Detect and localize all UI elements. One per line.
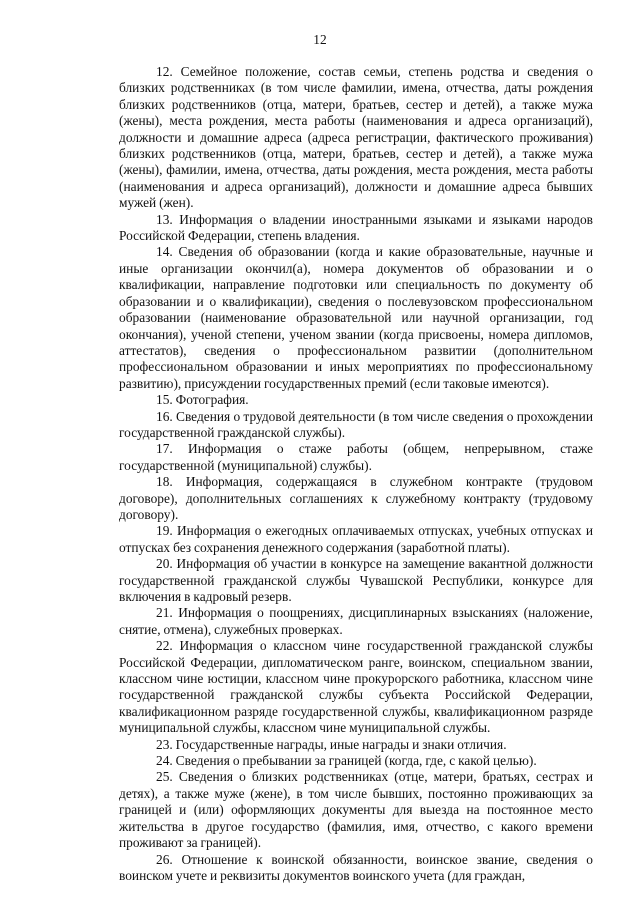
paragraph-21: 21. Информация о поощрениях, дисциплинарных взысканиях (наложение, снятие, отмена), служебных проверках. (119, 605, 593, 637)
paragraph-12: 12. Семейное положение, состав семьи, степень родства и сведения о близких родственниках (в том числе фамилии, имена, отчества, даты рождения близких родственников (отца, матери, братьев, сестер и детей), а также мужа (жены), места рождения, места работы (наименования и адреса организаций), должности и домашние адреса (адреса регистрации, фактического проживания) близких родственников (отца, матери, братьев, сестер и детей), а также мужа (жены), фамилии, имена, отчества, даты рождения, места рождения, места работы (наименования и адреса организаций), должности и домашние адреса бывших мужей (жен). (119, 64, 593, 211)
paragraph-16: 16. Сведения о трудовой деятельности (в том числе сведения о прохождении государственной гражданской службы). (119, 408, 593, 440)
paragraph-20: 20. Информация об участии в конкурсе на замещение вакантной должности государственной гражданской службы Чувашской Республики, конкурсе для включения в кадровый резерв. (119, 556, 593, 604)
paragraph-14: 14. Сведения об образовании (когда и какие образовательные, научные и иные организации окончил(а), номера документов об образовании и о квалификации, направление подготовки или специальность по документу об образовании и о квалификации), сведения о послевузовском профессиональном образовании (наименование образовательной или научной организации, год окончания), ученой степени, ученом звании (когда присвоены, номера дипломов, аттестатов), сведения о профессиональном развитии (дополнительном профессиональном образовании и иных мероприятиях по профессиональному развитию), присуждении государственных премий (если таковые имеются). (119, 244, 593, 391)
paragraph-17: 17. Информация о стаже работы (общем, непрерывном, стаже государственной (муниципальной) службы). (119, 441, 593, 473)
paragraph-25: 25. Сведения о близких родственниках (отце, матери, братьях, сестрах и детях), а также муже (жене), в том числе бывших, постоянно проживающих за границей и (или) оформляющих документы для выезда на постоянное место жительства в другое государство (фамилия, имя, отчество, с какого времени проживают за границей). (119, 769, 593, 851)
paragraph-13: 13. Информация о владении иностранными языками и языками народов Российской Федерации, степень владения. (119, 211, 593, 244)
paragraph-23: 23. Государственные награды, иные награды и знаки отличия. (156, 736, 507, 752)
paragraph-15: 15. Фотография. (156, 392, 249, 408)
paragraph-18: 18. Информация, содержащаяся в служебном контракте (трудовом договоре), дополнительных соглашениях к служебному контракту (трудовому договору). (119, 474, 593, 522)
page-number: 12 (313, 32, 327, 47)
paragraph-24: 24. Сведения о пребывании за границей (когда, где, с какой целью). (156, 753, 537, 769)
paragraph-22: 22. Информация о классном чине государственной гражданской службы Российской Федерации, дипломатическом ранге, воинском, специальном звании, классном чине юстиции, классном чине прокурорского работника, классном чине государственной гражданской службы субъекта Российской Федерации, квалификационном разряде государственной службы, квалификационном разряде муниципальной службы, классном чине муниципальной службы. (119, 638, 593, 736)
document-body (119, 64, 593, 884)
paragraph-26: 26. Отношение к воинской обязанности, воинское звание, сведения о воинском учете и реквизиты документов воинского учета (для граждан, (119, 851, 593, 883)
paragraph-19: 19. Информация о ежегодных оплачиваемых отпусках, учебных отпусках и отпусках без сохранения денежного содержания (заработной платы). (119, 523, 593, 555)
